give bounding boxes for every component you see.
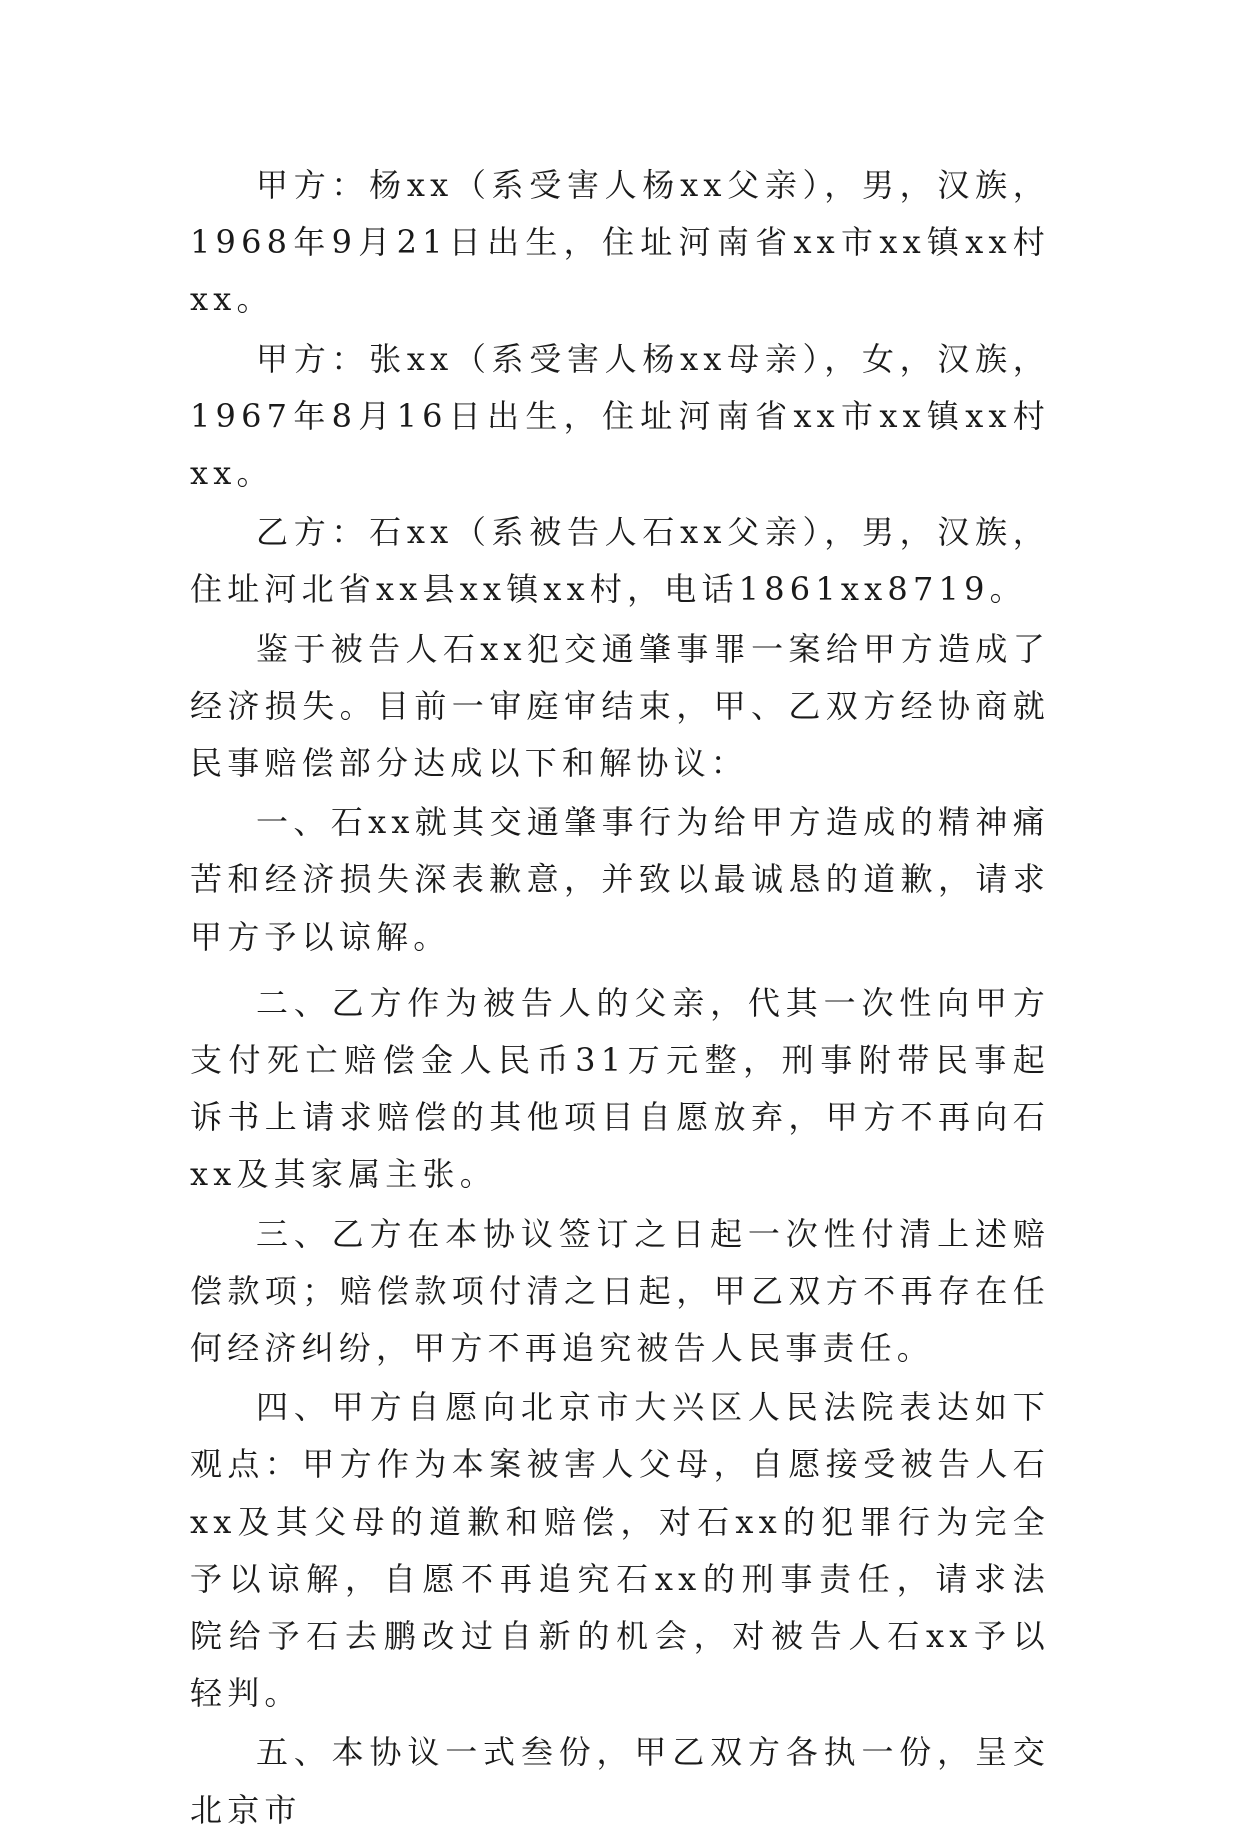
- clause-1-paragraph: 一、石xx就其交通肇事行为给甲方造成的精神痛苦和经济损失深表歉意，并致以最诚恳的道歉，请求甲方予以谅解。: [190, 803, 1050, 956]
- document-body: [190, 157, 1050, 1839]
- preamble-paragraph: 鉴于被告人石xx犯交通肇事罪一案给甲方造成了经济损失。目前一审庭审结束，甲、乙双方经协商就民事赔偿部分达成以下和解协议：: [190, 629, 1050, 783]
- party-a-mother-paragraph: 甲方：张xx（系受害人杨xx母亲），女，汉族，1967年8月16日出生，住址河南省xx市xx镇xx村xx。: [190, 339, 1050, 493]
- clause-4-paragraph: 四、甲方自愿向北京市大兴区人民法院表达如下观点：甲方作为本案被害人父母，自愿接受被告人石xx及其父母的道歉和赔偿，对石xx的犯罪行为完全予以谅解，自愿不再追究石xx的刑事责任，请求法院给予石去鹏改过自新的机会，对被告人石xx予以轻判。: [190, 1388, 1050, 1713]
- clause-2-paragraph: 二、乙方作为被告人的父亲，代其一次性向甲方支付死亡赔偿金人民币31万元整，刑事附带民事起诉书上请求赔偿的其他项目自愿放弃，甲方不再向石xx及其家属主张。: [190, 983, 1050, 1194]
- clause-3-paragraph: 三、乙方在本协议签订之日起一次性付清上述赔偿款项；赔偿款项付清之日起，甲乙双方不再存在任何经济纠纷，甲方不再追究被告人民事责任。: [190, 1214, 1050, 1368]
- party-b-paragraph: 乙方：石xx（系被告人石xx父亲），男，汉族，住址河北省xx县xx镇xx村，电话1861xx8719。: [190, 513, 1050, 609]
- clause-5-paragraph: 五、本协议一式叁份，甲乙双方各执一份，呈交北京市: [190, 1733, 1050, 1829]
- party-a-father-paragraph: 甲方：杨xx（系受害人杨xx父亲），男，汉族，1968年9月21日出生，住址河南省xx市xx镇xx村xx。: [190, 166, 1050, 319]
